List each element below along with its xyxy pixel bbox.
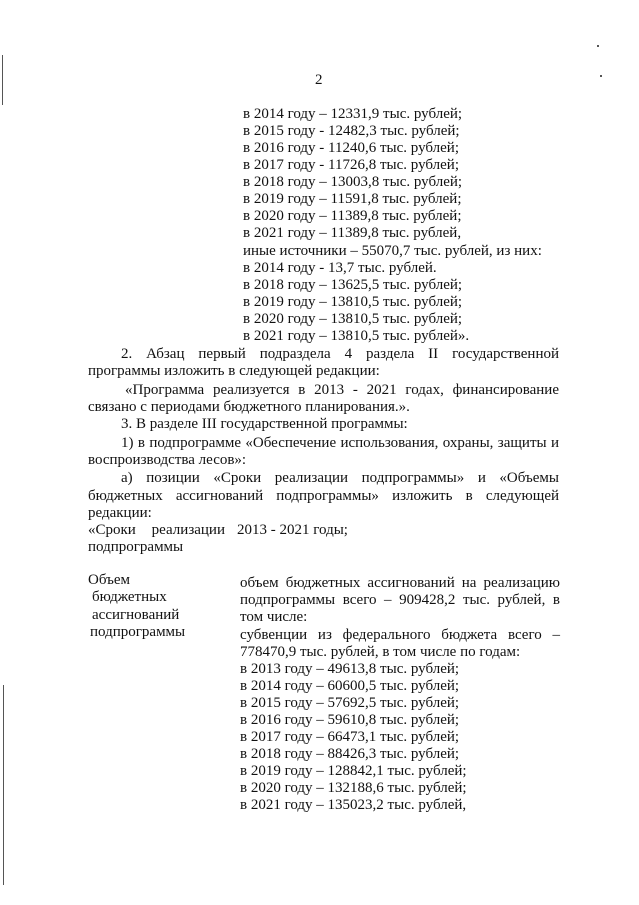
list-item: в 2018 году – 13625,5 тыс. рублей; [243, 277, 463, 293]
volume-label-line: бюджетных [92, 589, 167, 605]
volume-label-line: подпрограммы [90, 624, 186, 640]
year-item: в 2014 году – 60600,5 тыс. рублей; [240, 678, 460, 694]
list-item: в 2018 году – 13003,8 тыс. рублей; [243, 174, 463, 190]
item-1-line-2: воспроизводства лесов»: [88, 452, 247, 468]
quote-2-line-2: связано с периодами бюджетного планирования.». [88, 399, 410, 415]
paragraph-2-line-2: программы изложить в следующей редакции: [88, 363, 380, 379]
volume-desc-line-3: том числе: [240, 609, 308, 625]
terms-label-line-2: подпрограммы [88, 539, 184, 555]
year-item: в 2017 году – 66473,1 тыс. рублей; [240, 729, 460, 745]
year-item: в 2019 году – 128842,1 тыс. рублей; [240, 763, 467, 779]
year-item: в 2015 году – 57692,5 тыс. рублей; [240, 695, 460, 711]
subvention-line-1: субвенции из федерального бюджета всего – [240, 627, 560, 643]
list-item: в 2020 году – 11389,8 тыс. рублей; [243, 208, 462, 224]
volume-desc-line-2: подпрограммы всего – 909428,2 тыс. рублей, в [240, 592, 560, 608]
year-item: в 2021 году – 135023,2 тыс. рублей, [240, 797, 467, 813]
terms-label-line-1: «Сроки реализации [88, 522, 225, 538]
list-item: в 2021 году – 11389,8 тыс. рублей, [243, 225, 462, 241]
item-a-line-1: а) позиции «Сроки реализации подпрограммы» и «Объемы [121, 470, 559, 486]
list-item: в 2016 году - 11240,6 тыс. рублей; [243, 140, 459, 156]
page-number: 2 [315, 72, 323, 88]
list-item: в 2015 году - 12482,3 тыс. рублей; [243, 123, 460, 139]
scan-dot [597, 45, 599, 47]
volume-label-line: Объем [88, 572, 130, 588]
item-a-line-3: редакции: [88, 505, 152, 521]
list-item: в 2014 году – 12331,9 тыс. рублей; [243, 106, 463, 122]
item-1-line-1: 1) в подпрограмме «Обеспечение использования, охраны, защиты и [121, 435, 559, 451]
scan-mark [2, 55, 3, 105]
paragraph-2-line-1: 2. Абзац первый подраздела 4 раздела II государственной [121, 346, 559, 362]
subvention-line-2: 778470,9 тыс. рублей, в том числе по годам: [240, 644, 521, 660]
list-item: иные источники – 55070,7 тыс. рублей, из них: [243, 243, 542, 259]
terms-value: 2013 - 2021 годы; [237, 522, 348, 538]
year-item: в 2018 году – 88426,3 тыс. рублей; [240, 746, 460, 762]
paragraph-3: 3. В разделе III государственной программы: [121, 416, 408, 432]
scan-dot [600, 75, 602, 77]
quote-2-line-1: «Программа реализуется в 2013 - 2021 годах, финансирование [125, 382, 559, 398]
list-item: в 2019 году – 11591,8 тыс. рублей; [243, 191, 462, 207]
list-item: в 2019 году – 13810,5 тыс. рублей; [243, 294, 463, 310]
list-item: в 2014 году - 13,7 тыс. рублей. [243, 260, 437, 276]
year-item: в 2020 году – 132188,6 тыс. рублей; [240, 780, 467, 796]
volume-label-line: ассигнований [92, 607, 180, 623]
item-a-line-2: бюджетных ассигнований подпрограммы» изложить в следующей [88, 488, 559, 504]
scan-mark [3, 685, 4, 885]
year-item: в 2016 году – 59610,8 тыс. рублей; [240, 712, 460, 728]
list-item: в 2021 году – 13810,5 тыс. рублей». [243, 328, 470, 344]
volume-desc-line-1: объем бюджетных ассигнований на реализацию [240, 575, 560, 591]
year-item: в 2013 году – 49613,8 тыс. рублей; [240, 661, 460, 677]
list-item: в 2020 году – 13810,5 тыс. рублей; [243, 311, 463, 327]
list-item: в 2017 году - 11726,8 тыс. рублей; [243, 157, 459, 173]
